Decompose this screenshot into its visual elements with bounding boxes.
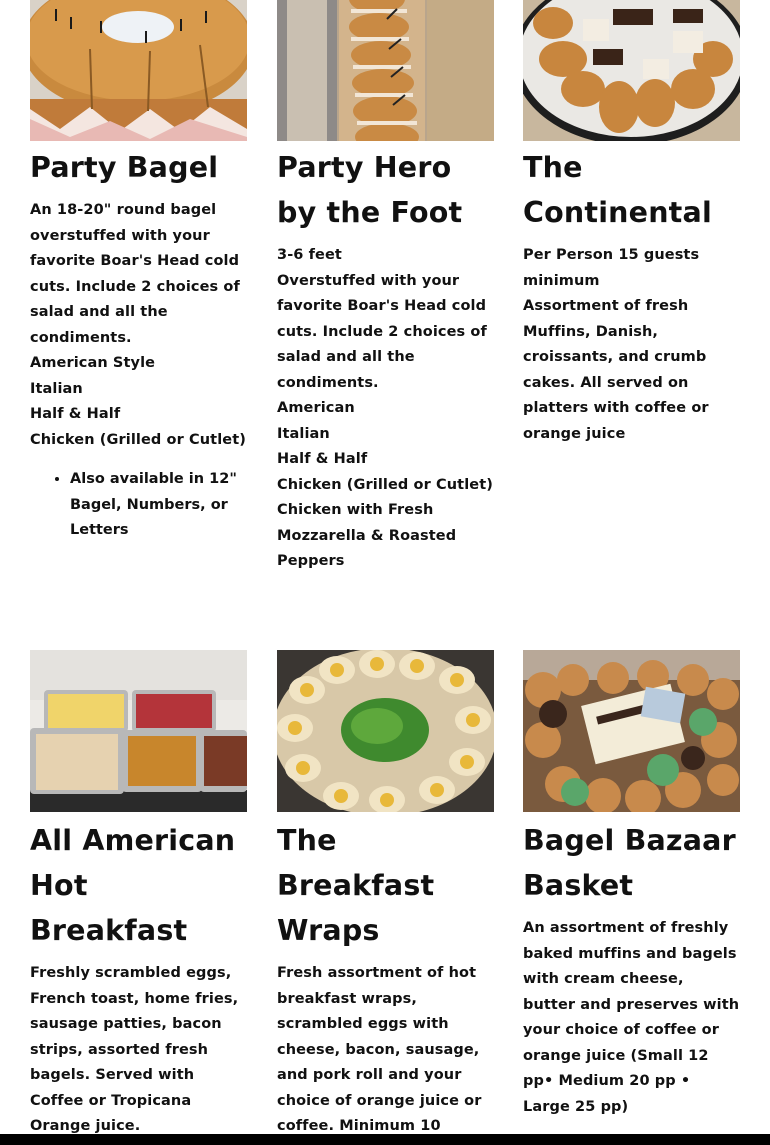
card-description (30, 198, 247, 453)
description-text: Assortment of fresh Muffins, Danish, croissants, and crumb cakes. All served on platters with coffee or orange juice (523, 298, 709, 442)
menu-card-breakfast-wraps (277, 650, 494, 1140)
option-chicken: Chicken (Grilled or Cutlet) (30, 431, 246, 448)
card-description (277, 243, 494, 575)
description-text: Fresh assortment of hot breakfast wraps, scrambled eggs with cheese, bacon, sausage, and pork roll and your choice of orange juice or coffee. Minimum 10 (277, 965, 482, 1134)
card-title: Bagel Bazaar Basket (523, 824, 736, 902)
description-text: An assortment of freshly baked muffins and bagels with cream cheese, butter and preserves with your choice of coffee or orange juice (Small 12 pp• Medium 20 pp • Large 25 pp) (523, 920, 740, 1115)
description-text: Freshly scrambled eggs, French toast, home fries, sausage patties, bacon strips, assorted fresh bagels. Served with Coffee or Tropicana Orange juice. (30, 965, 239, 1134)
menu-card-continental (523, 0, 740, 447)
bullet-item: • Also available in 12" Bagel, Numbers, or Letters (70, 467, 247, 544)
option-american-style: American Style (30, 355, 156, 371)
minimum-guests: Per Person 15 guests minimum (523, 247, 700, 289)
size-range: 3-6 feet (277, 247, 342, 263)
party-bagel-photo (30, 0, 247, 141)
option-chicken-mozzarella: Chicken with Fresh Mozzarella & Roasted Peppers (277, 502, 457, 569)
menu-card-bazaar-basket (523, 650, 740, 1120)
menu-card-hot-breakfast (30, 650, 247, 1140)
option-italian: Italian (30, 380, 83, 397)
menu-card-party-hero (277, 0, 494, 575)
option-american: American (277, 400, 355, 416)
party-hero-photo (277, 0, 494, 141)
card-description (277, 961, 494, 1140)
breakfast-wraps-photo (277, 650, 494, 812)
card-description (523, 916, 740, 1120)
card-title: The Breakfast Wraps (277, 824, 435, 947)
bazaar-basket-photo (523, 650, 740, 812)
option-chicken: Chicken (Grilled or Cutlet) (277, 476, 493, 493)
description-text: An 18-20" round bagel overstuffed with your favorite Boar's Head cold cuts. Include 2 choices of salad and all the condiments. (30, 202, 240, 346)
option-half-and-half: Half & Half (277, 451, 368, 467)
card-title: Party Bagel (30, 151, 219, 184)
option-half-and-half: Half & Half (30, 406, 121, 422)
continental-platter-photo (523, 0, 740, 141)
card-title: The Continental (523, 151, 712, 229)
option-italian: Italian (277, 425, 330, 442)
card-bullet-list (30, 467, 247, 544)
card-title: Party Hero by the Foot (277, 151, 463, 229)
menu-card-party-bagel (30, 0, 247, 544)
card-description (523, 243, 740, 447)
card-title: All American Hot Breakfast (30, 824, 236, 947)
description-text: Overstuffed with your favorite Boar's Head cold cuts. Include 2 choices of salad and all the condiments. (277, 272, 487, 391)
hot-breakfast-photo (30, 650, 247, 812)
card-description (30, 961, 247, 1140)
page-bottom-bar (0, 1134, 770, 1145)
